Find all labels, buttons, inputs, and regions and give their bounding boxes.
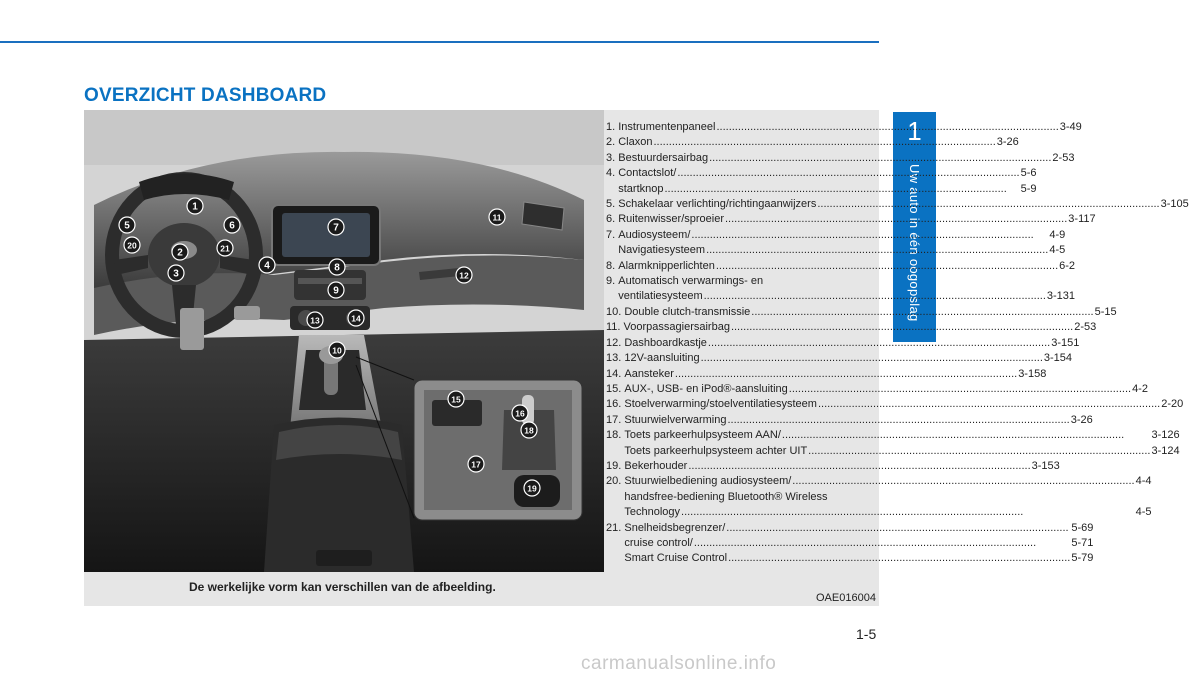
callout-number: 10 bbox=[332, 345, 342, 356]
callout-number: 15 bbox=[451, 394, 461, 405]
callout-16 bbox=[512, 405, 528, 421]
leader-dots bbox=[726, 521, 1070, 536]
callout-20 bbox=[124, 237, 140, 253]
legend-page: 3-26 bbox=[996, 136, 1019, 149]
legend-item bbox=[606, 166, 1037, 197]
legend-page: 3-131 bbox=[1046, 290, 1076, 303]
legend-item bbox=[606, 413, 1093, 428]
leader-dots bbox=[725, 212, 1067, 227]
legend-label: Stuurwielbediening audiosysteem/ bbox=[624, 475, 792, 488]
legend-page: 4-5 bbox=[1049, 244, 1066, 257]
callout-number: 21 bbox=[220, 243, 230, 254]
legend-number: 9. bbox=[606, 275, 619, 288]
legend-line bbox=[624, 536, 1093, 551]
legend-page: 3-151 bbox=[1051, 336, 1080, 349]
legend-number: 11. bbox=[606, 321, 624, 334]
callout-number: 3 bbox=[173, 268, 179, 280]
legend-label: Aansteker bbox=[624, 367, 674, 380]
legend-label: Toets parkeerhulpsysteem AAN/ bbox=[624, 429, 781, 442]
callout-number: 5 bbox=[124, 220, 130, 232]
legend-label: Bestuurdersairbag bbox=[618, 151, 709, 164]
callout-13 bbox=[307, 312, 323, 328]
legend-label: AUX-, USB- en iPod®-aansluiting bbox=[624, 382, 788, 395]
legend-label: Dashboardkastje bbox=[624, 336, 707, 349]
legend-label: Stoelverwarming/stoelventilatiesysteem bbox=[624, 398, 817, 411]
legend-label: Alarmknipperlichten bbox=[618, 259, 715, 272]
leader-dots bbox=[817, 197, 1159, 212]
legend-line bbox=[624, 336, 1079, 351]
legend-line bbox=[618, 274, 1075, 289]
legend-page: 5-69 bbox=[1071, 521, 1094, 534]
callout-10 bbox=[329, 342, 345, 358]
callout-3 bbox=[168, 265, 184, 281]
chapter-title: Uw auto in één oogopslag bbox=[907, 164, 922, 322]
page-title: OVERZICHT DASHBOARD bbox=[84, 85, 327, 106]
leader-dots bbox=[789, 382, 1131, 397]
legend-line bbox=[618, 228, 1065, 243]
legend-number: 8. bbox=[606, 259, 619, 272]
legend-line bbox=[624, 367, 1046, 382]
callout-number: 14 bbox=[351, 313, 361, 324]
callout-4 bbox=[259, 257, 275, 273]
legend-line bbox=[624, 428, 1179, 443]
legend-label: Contactslot/ bbox=[618, 167, 677, 180]
leader-dots bbox=[818, 397, 1160, 412]
legend-number: 1. bbox=[606, 121, 619, 133]
legend-page: 2-53 bbox=[1074, 321, 1097, 334]
callout-17 bbox=[468, 456, 484, 472]
legend-number: 10. bbox=[606, 305, 625, 318]
legend-line bbox=[624, 474, 1151, 489]
legend-page: 3-154 bbox=[1043, 352, 1073, 365]
legend-line bbox=[624, 413, 1092, 428]
callout-9 bbox=[328, 282, 344, 298]
legend-line bbox=[624, 521, 1093, 536]
legend-label: Claxon bbox=[618, 136, 653, 149]
legend-label: cruise control/ bbox=[624, 536, 693, 549]
legend-item bbox=[606, 259, 1076, 274]
leader-dots bbox=[675, 367, 1017, 382]
legend-item bbox=[606, 459, 1060, 474]
legend-number: 2. bbox=[606, 136, 619, 149]
callout-number: 4 bbox=[264, 260, 270, 272]
legend-line bbox=[618, 120, 1082, 135]
legend-page: 4-4 bbox=[1135, 475, 1152, 488]
callout-number: 19 bbox=[527, 483, 537, 494]
legend-page: 2-53 bbox=[1052, 151, 1075, 164]
legend-number: 4. bbox=[606, 167, 619, 180]
legend-item bbox=[606, 336, 1080, 351]
legend-item bbox=[606, 474, 1152, 520]
legend-label: Stuurwielverwarming bbox=[624, 413, 727, 426]
callout-19 bbox=[524, 480, 540, 496]
leader-dots bbox=[701, 351, 1043, 366]
legend-item bbox=[606, 382, 1148, 397]
callout-21 bbox=[217, 240, 233, 256]
legend-item bbox=[606, 367, 1047, 382]
legend-label: Voorpassagiersairbag bbox=[623, 321, 730, 334]
legend-item bbox=[606, 274, 1076, 305]
legend-page: 5-9 bbox=[1020, 182, 1037, 195]
legend-page: 5-79 bbox=[1071, 552, 1094, 565]
legend-line bbox=[624, 551, 1093, 566]
callout-number: 9 bbox=[333, 285, 339, 297]
legend-item bbox=[606, 120, 1082, 135]
legend-page: 3-49 bbox=[1059, 121, 1082, 133]
legend-number: 20. bbox=[606, 475, 625, 488]
legend-page: 4-5 bbox=[1135, 506, 1152, 519]
chapter-number: 1 bbox=[907, 116, 922, 146]
leader-dots bbox=[708, 336, 1050, 351]
legend-number: 5. bbox=[606, 198, 619, 211]
callout-11 bbox=[489, 209, 505, 225]
legend-page: 3-126 bbox=[1151, 429, 1180, 442]
leader-dots bbox=[782, 428, 1151, 443]
legend-label: Technology bbox=[624, 506, 681, 519]
legend-label: Schakelaar verlichting/richtingaanwijzers bbox=[618, 198, 817, 211]
leader-dots bbox=[731, 320, 1073, 335]
figure-caption: De werkelijke vorm kan verschillen van de afbeelding. bbox=[189, 580, 496, 594]
leader-dots bbox=[751, 305, 1093, 320]
legend-item bbox=[606, 320, 1097, 335]
legend-number: 16. bbox=[606, 398, 625, 411]
legend-line bbox=[618, 243, 1065, 258]
legend-number: 18. bbox=[606, 429, 625, 442]
callout-number: 7 bbox=[333, 222, 339, 234]
leader-dots bbox=[691, 228, 1048, 243]
legend-label: handsfree-bediening Bluetooth® Wireless bbox=[624, 490, 828, 503]
legend-item bbox=[606, 151, 1075, 166]
callout-number: 18 bbox=[524, 425, 534, 436]
legend-label: Bekerhouder bbox=[624, 459, 688, 472]
watermark: carmanualsonline.info bbox=[581, 653, 777, 674]
top-rule bbox=[0, 41, 879, 43]
legend-label: ventilatiesysteem bbox=[618, 290, 703, 303]
legend-item bbox=[606, 305, 1117, 320]
legend-label: Audiosysteem/ bbox=[618, 228, 691, 241]
legend-label: 12V-aansluiting bbox=[624, 352, 700, 365]
leader-dots bbox=[728, 551, 1070, 566]
legend-line bbox=[624, 397, 1183, 412]
legend-page: 6-2 bbox=[1059, 259, 1076, 272]
legend-line bbox=[624, 459, 1059, 474]
legend-label: Snelheidsbegrenzer/ bbox=[624, 521, 726, 534]
legend-line bbox=[618, 259, 1075, 274]
image-code: OAE016004 bbox=[816, 592, 876, 604]
legend-page: 5-71 bbox=[1071, 536, 1094, 549]
callout-number: 12 bbox=[459, 270, 469, 281]
callout-8 bbox=[329, 259, 345, 275]
legend-line bbox=[618, 197, 1189, 212]
legend-item bbox=[606, 135, 1019, 150]
legend-line bbox=[624, 305, 1116, 320]
leader-dots bbox=[709, 151, 1051, 166]
callout-number: 17 bbox=[471, 459, 481, 470]
legend-number: 21. bbox=[606, 521, 625, 534]
legend-page: 4-9 bbox=[1049, 228, 1066, 241]
callout-5 bbox=[119, 217, 135, 233]
legend-line bbox=[624, 382, 1148, 397]
legend-page: 3-153 bbox=[1031, 459, 1060, 472]
legend-line bbox=[618, 151, 1074, 166]
leader-dots bbox=[681, 505, 1135, 520]
legend-item bbox=[606, 212, 1096, 227]
leader-dots bbox=[677, 166, 1019, 181]
legend-number: 6. bbox=[606, 213, 619, 226]
callout-18 bbox=[521, 422, 537, 438]
legend-label: Navigatiesysteem bbox=[618, 244, 706, 257]
leader-dots bbox=[808, 444, 1150, 459]
callout-number: 1 bbox=[192, 201, 198, 213]
leader-dots bbox=[653, 135, 995, 150]
legend-label: Smart Cruise Control bbox=[624, 552, 728, 565]
legend-line bbox=[618, 135, 1019, 150]
legend-item bbox=[606, 428, 1180, 459]
legend-line bbox=[618, 182, 1036, 197]
callout-12 bbox=[456, 267, 472, 283]
legend-line bbox=[618, 212, 1095, 227]
legend-page: 3-117 bbox=[1068, 213, 1096, 226]
legend-item bbox=[606, 397, 1184, 412]
legend-label: startknop bbox=[618, 182, 664, 195]
callout-number: 20 bbox=[127, 240, 137, 251]
legend-page: 3-158 bbox=[1018, 367, 1047, 380]
callout-7 bbox=[328, 219, 344, 235]
leader-dots bbox=[792, 474, 1134, 489]
callout-2 bbox=[172, 244, 188, 260]
legend-page: 3-124 bbox=[1151, 444, 1180, 457]
leader-dots bbox=[664, 182, 1019, 197]
leader-dots bbox=[688, 459, 1030, 474]
callout-number: 8 bbox=[334, 262, 340, 274]
callout-1 bbox=[187, 198, 203, 214]
legend-number: 19. bbox=[606, 459, 625, 472]
callout-number: 16 bbox=[515, 408, 525, 419]
legend-number: 7. bbox=[606, 228, 619, 241]
leader-dots bbox=[704, 289, 1046, 304]
callout-number: 6 bbox=[229, 220, 235, 232]
legend-number: 15. bbox=[606, 382, 625, 395]
legend-line bbox=[618, 289, 1075, 304]
dashboard-illustration bbox=[84, 110, 604, 572]
legend-page: 2-20 bbox=[1161, 398, 1184, 411]
legend-page: 3-105 bbox=[1160, 198, 1189, 211]
callout-14 bbox=[348, 310, 364, 326]
leader-dots bbox=[716, 259, 1058, 274]
leader-dots bbox=[694, 536, 1071, 551]
legend-line bbox=[618, 166, 1036, 181]
legend-page: 4-2 bbox=[1132, 382, 1148, 395]
legend-item bbox=[606, 351, 1073, 366]
callout-number: 13 bbox=[310, 315, 320, 326]
page-number: 1-5 bbox=[856, 626, 877, 642]
legend-line bbox=[624, 490, 1151, 505]
leader-dots bbox=[716, 120, 1058, 135]
callout-6 bbox=[224, 217, 240, 233]
callout-number: 2 bbox=[177, 247, 183, 259]
legend-page: 3-26 bbox=[1070, 413, 1093, 426]
legend-item bbox=[606, 197, 1189, 212]
legend-page: 5-6 bbox=[1020, 167, 1037, 180]
legend-item bbox=[606, 228, 1066, 259]
legend-number: 12. bbox=[606, 336, 625, 349]
legend-number: 17. bbox=[606, 413, 625, 426]
callout-number: 11 bbox=[492, 212, 502, 223]
legend-line bbox=[624, 505, 1151, 520]
callout-15 bbox=[448, 391, 464, 407]
legend-label: Toets parkeerhulpsysteem achter UIT bbox=[624, 444, 808, 457]
legend-number: 13. bbox=[606, 352, 625, 365]
legend-line bbox=[624, 351, 1072, 366]
leader-dots bbox=[706, 243, 1048, 258]
legend-label: Double clutch-transmissie bbox=[624, 305, 751, 318]
legend-number: 3. bbox=[606, 151, 619, 164]
leader-dots bbox=[727, 413, 1069, 428]
legend-label: Instrumentenpaneel bbox=[618, 121, 716, 133]
legend-line bbox=[624, 444, 1179, 459]
legend-page: 5-15 bbox=[1094, 305, 1117, 318]
legend-label: Automatisch verwarmings- en bbox=[618, 275, 764, 288]
legend-item bbox=[606, 521, 1094, 567]
legend-label: Ruitenwisser/sproeier bbox=[618, 213, 724, 226]
legend-number: 14. bbox=[606, 367, 625, 380]
legend-line bbox=[624, 320, 1097, 335]
